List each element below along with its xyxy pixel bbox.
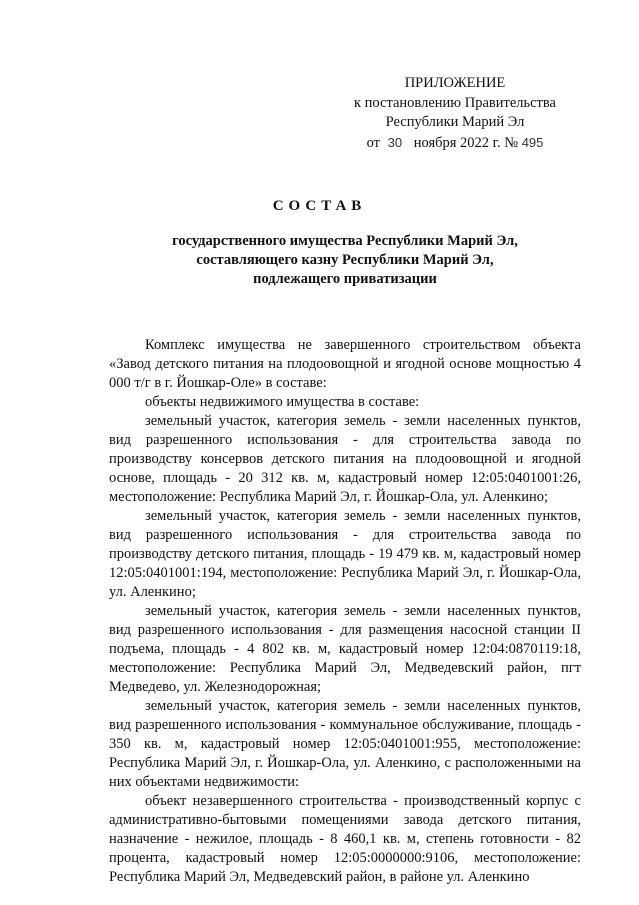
date-day: 30 xyxy=(387,134,403,150)
appendix-line-2: Республики Марий Эл xyxy=(385,114,525,130)
paragraph-land-plot-2: земельный участок, категория земель - земли населенных пунктов, вид разрешенного использования - для строительства завода по производству детского питания, площадь - 19 479 кв. м, кадастровый номер 12:05:0401001:194, местоположение: Республика Марий Эл, г. Йошкар-Ола, ул. Аленкино; xyxy=(109,508,581,600)
appendix-block xyxy=(330,74,580,153)
paragraph-land-plot-1: земельный участок, категория земель - земли населенных пунктов, вид разрешенного использования - для строительства завода по производству консервов детского питания на плодоовощной и ягодной основе, площадь - 20 312 кв. м, кадастровый номер 12:05:0401001:26, местоположение: Республика Марий Эл, г. Йошкар-Ола, ул. Аленкино; xyxy=(109,413,581,505)
subtitle-line-2: составляющего казну Республики Марий Эл, xyxy=(196,252,494,268)
paragraph-land-plot-3: земельный участок, категория земель - земли населенных пунктов, вид разрешенного использования - для размещения насосной станции II подъема, площадь - 4 802 кв. м, кадастровый номер 12:04:0870119:18, местоположение: Республика Марий Эл, Медведевский район, пгт Медведево, ул. Железнодорожная; xyxy=(109,603,581,695)
paragraph-construction-object: объект незавершенного строительства - производственный корпус с административно-бытовыми помещениями завода детского питания, назначение - нежилое, площадь - 8 460,1 кв. м, степень готовности - 82 процента, кадастровый номер 12:05:0000000:9106, местоположение: Республика Марий Эл, Медведевский район, в районе ул. Аленкино xyxy=(109,793,581,885)
document-title: СОСТАВ xyxy=(272,198,367,214)
document-body xyxy=(109,336,581,887)
paragraph-complex: Комплекс имущества не завершенного строительством объекта «Завод детского питания на плодоовощной и ягодной основе мощностью 4 000 т/г в г. Йошкар-Оле» в составе: xyxy=(109,337,581,391)
subtitle-line-3: подлежащего приватизации xyxy=(253,271,437,287)
subtitle-line-1: государственного имущества Республики Марий Эл, xyxy=(172,233,518,249)
paragraph-objects: объекты недвижимого имущества в составе: xyxy=(145,394,420,410)
date-prefix: от xyxy=(366,134,380,151)
appendix-date-line xyxy=(330,133,580,154)
paragraph-land-plot-4: земельный участок, категория земель - земли населенных пунктов, вид разрешенного использования - коммунальное обслуживание, площадь - 350 кв. м, кадастровый номер 12:05:0401001:955, местоположение: Республика Марий Эл, г. Йошкар-Ола, ул. Аленкино, с расположенными на них объектами недвижимости: xyxy=(109,698,581,790)
document-subtitle xyxy=(0,232,639,289)
appendix-line-1: к постановлению Правительства xyxy=(354,94,556,111)
appendix-title: ПРИЛОЖЕНИЕ xyxy=(404,75,506,91)
date-month-year: ноября 2022 г. № xyxy=(413,134,519,151)
decree-number: 495 xyxy=(521,134,544,150)
